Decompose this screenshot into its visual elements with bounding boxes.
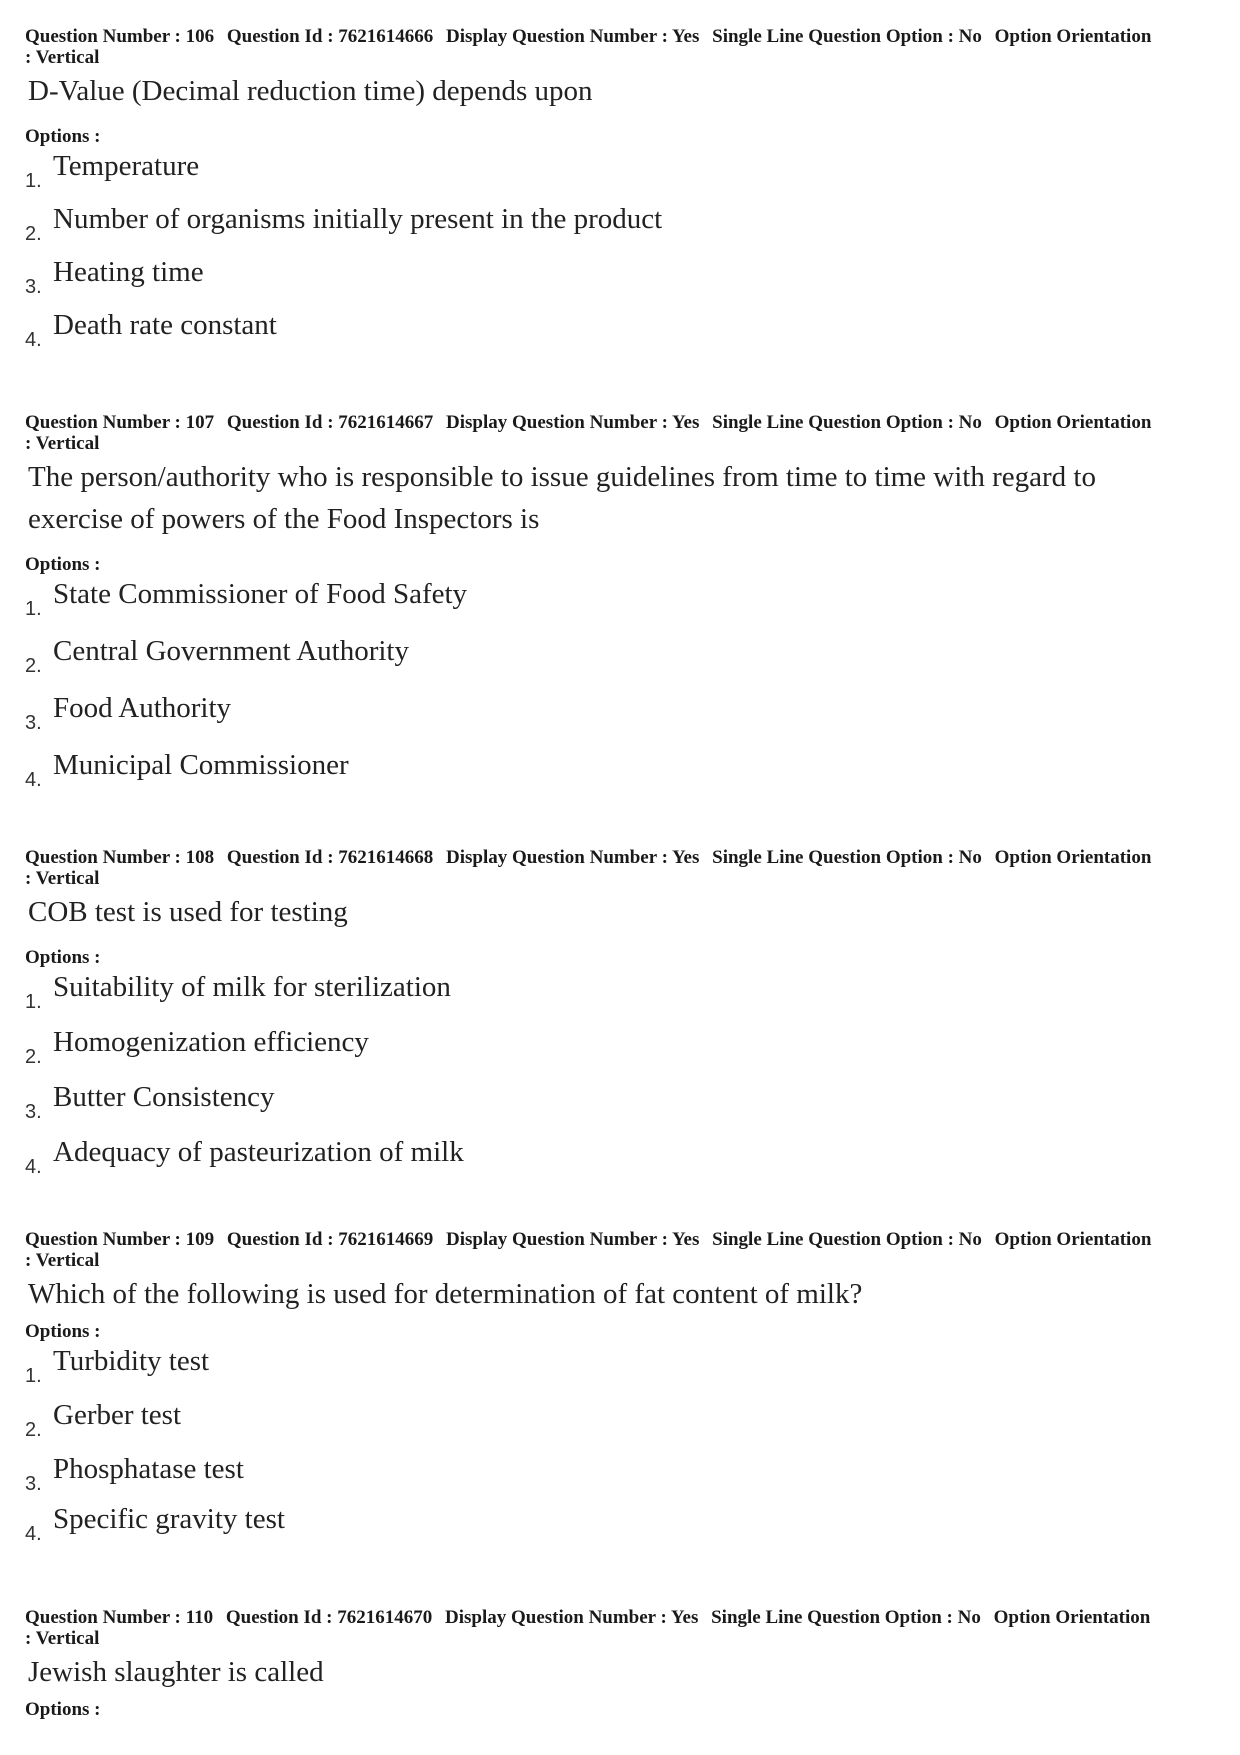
option-1[interactable]	[25, 969, 1205, 1024]
option-text: Heating time	[53, 256, 204, 288]
options-list	[25, 576, 1205, 804]
option-3[interactable]	[25, 1451, 1205, 1501]
options-list	[25, 1343, 1205, 1555]
single-line-option: Single Line Question Option : No	[711, 1607, 981, 1628]
question-meta	[25, 1229, 1155, 1271]
option-text: Municipal Commissioner	[53, 749, 349, 781]
option-text: Food Authority	[53, 692, 232, 724]
option-number: 3.	[25, 1473, 42, 1495]
option-4[interactable]	[25, 1134, 1205, 1189]
question-meta	[25, 412, 1155, 454]
option-number: 4.	[25, 1523, 42, 1545]
option-number: 4.	[25, 1156, 42, 1178]
option-text: Butter Consistency	[53, 1081, 275, 1113]
option-text: Temperature	[53, 150, 200, 182]
question-meta	[25, 1607, 1155, 1649]
question-text: The person/authority who is responsible to issue guidelines from time to time with regard to exercise of powers of the Food Inspectors is	[28, 461, 1096, 535]
question-number: Question Number : 110	[25, 1607, 214, 1628]
option-3[interactable]	[25, 690, 1205, 747]
options-list	[25, 969, 1205, 1189]
option-3[interactable]	[25, 254, 1205, 307]
option-orientation: Option Orientation : Vertical	[25, 1229, 1152, 1271]
options-label: Options :	[25, 554, 101, 575]
question-number: Question Number : 107	[25, 412, 215, 433]
options-label: Options :	[25, 126, 101, 147]
options-label: Options :	[25, 1699, 101, 1720]
option-2[interactable]	[25, 1397, 1205, 1451]
question-id: Question Id : 7621614670	[225, 1607, 433, 1628]
question-text: D-Value (Decimal reduction time) depends upon	[28, 75, 593, 107]
option-number: 4.	[25, 329, 42, 351]
question-107	[25, 412, 1205, 804]
option-text: Phosphatase test	[53, 1453, 244, 1485]
option-number: 3.	[25, 712, 42, 734]
single-line-option: Single Line Question Option : No	[712, 1229, 982, 1250]
display-question-number: Display Question Number : Yes	[446, 847, 700, 868]
question-id: Question Id : 7621614668	[226, 847, 434, 868]
option-text: Specific gravity test	[53, 1503, 285, 1535]
display-question-number: Display Question Number : Yes	[446, 1229, 700, 1250]
option-1[interactable]	[25, 148, 1205, 201]
display-question-number: Display Question Number : Yes	[446, 26, 700, 47]
question-106	[25, 26, 1205, 360]
option-text: State Commissioner of Food Safety	[53, 578, 468, 610]
option-number: 2.	[25, 655, 42, 677]
option-4[interactable]	[25, 747, 1205, 804]
question-meta	[25, 26, 1155, 68]
option-4[interactable]	[25, 307, 1205, 360]
option-2[interactable]	[25, 201, 1205, 254]
option-text: Number of organisms initially present in the product	[53, 203, 663, 235]
single-line-option: Single Line Question Option : No	[712, 26, 982, 47]
option-number: 3.	[25, 1101, 42, 1123]
option-orientation: Option Orientation : Vertical	[25, 412, 1152, 454]
option-number: 2.	[25, 1046, 42, 1068]
option-orientation: Option Orientation : Vertical	[25, 847, 1152, 889]
question-110	[25, 1607, 1205, 1721]
single-line-option: Single Line Question Option : No	[712, 412, 982, 433]
options-label: Options :	[25, 947, 101, 968]
option-number: 3.	[25, 276, 42, 298]
question-text: Which of the following is used for determination of fat content of milk?	[28, 1278, 863, 1310]
option-orientation: Option Orientation : Vertical	[25, 26, 1152, 68]
option-orientation: Option Orientation : Vertical	[25, 1607, 1151, 1649]
single-line-option: Single Line Question Option : No	[712, 847, 982, 868]
display-question-number: Display Question Number : Yes	[446, 412, 700, 433]
option-text: Homogenization efficiency	[53, 1026, 369, 1058]
question-text: Jewish slaughter is called	[28, 1656, 324, 1688]
question-text: COB test is used for testing	[28, 896, 348, 928]
option-4[interactable]	[25, 1501, 1205, 1555]
question-id: Question Id : 7621614669	[226, 1229, 434, 1250]
question-number: Question Number : 106	[25, 26, 215, 47]
option-number: 2.	[25, 1419, 42, 1441]
option-text: Central Government Authority	[53, 635, 409, 667]
option-text: Turbidity test	[53, 1345, 210, 1377]
option-number: 1.	[25, 1365, 42, 1387]
option-text: Adequacy of pasteurization of milk	[53, 1136, 464, 1168]
option-3[interactable]	[25, 1079, 1205, 1134]
option-2[interactable]	[25, 1024, 1205, 1079]
question-108	[25, 847, 1205, 1189]
question-109	[25, 1229, 1205, 1555]
question-id: Question Id : 7621614666	[226, 26, 434, 47]
option-number: 1.	[25, 170, 42, 192]
option-number: 4.	[25, 769, 42, 791]
option-1[interactable]	[25, 1343, 1205, 1397]
option-number: 2.	[25, 223, 42, 245]
option-number: 1.	[25, 991, 42, 1013]
option-text: Suitability of milk for sterilization	[53, 971, 451, 1003]
option-2[interactable]	[25, 633, 1205, 690]
option-text: Death rate constant	[53, 309, 277, 341]
options-label: Options :	[25, 1321, 101, 1342]
question-number: Question Number : 108	[25, 847, 215, 868]
options-list	[25, 148, 1205, 360]
option-number: 1.	[25, 598, 42, 620]
question-number: Question Number : 109	[25, 1229, 215, 1250]
option-text: Gerber test	[53, 1399, 182, 1431]
question-meta	[25, 847, 1155, 889]
option-1[interactable]	[25, 576, 1205, 633]
question-id: Question Id : 7621614667	[226, 412, 434, 433]
display-question-number: Display Question Number : Yes	[444, 1607, 699, 1628]
